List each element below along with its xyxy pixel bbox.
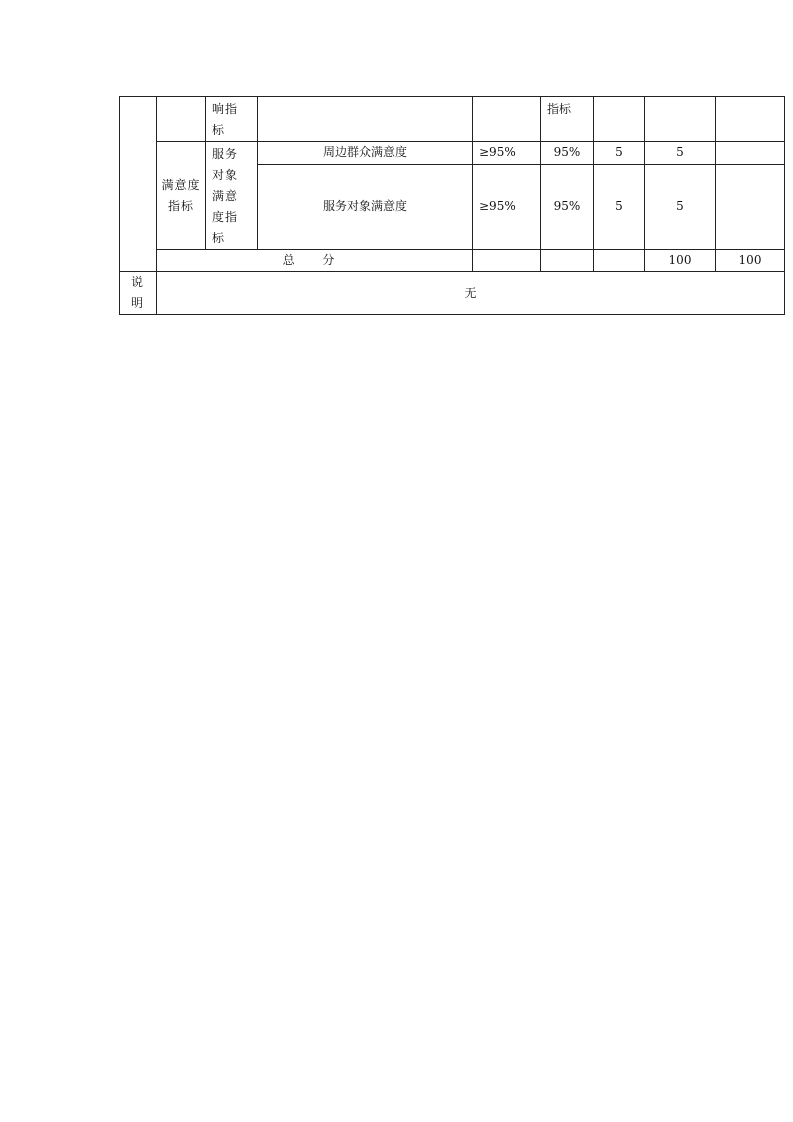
weight-text: 5 — [615, 199, 623, 214]
metric-text: 周边群众满意度 — [322, 145, 407, 160]
score-text: 5 — [676, 199, 684, 214]
secondary-indicator-text: 满意度指标 — [161, 177, 201, 213]
remark-row — [120, 272, 785, 315]
total-label-cell — [157, 250, 473, 272]
weight-cell — [594, 97, 645, 142]
weight-cell — [594, 164, 645, 249]
metric-cell — [258, 142, 473, 165]
actual-cell — [541, 142, 594, 165]
score-cell — [645, 142, 716, 165]
score-cell — [716, 250, 785, 272]
target-text: ≥95% — [479, 145, 516, 160]
weight-cell — [645, 250, 716, 272]
total-weight: 100 — [668, 253, 692, 267]
target-cell — [473, 142, 541, 165]
metric-cell — [473, 250, 541, 272]
remark-label: 说明 — [131, 275, 145, 310]
remark-label-cell — [120, 272, 157, 315]
target-text: ≥95% — [479, 199, 516, 214]
primary-indicator-cell — [120, 97, 157, 272]
score-cell — [645, 164, 716, 249]
score-text: 5 — [676, 145, 684, 160]
note-cell — [716, 97, 785, 142]
table-row — [120, 97, 785, 142]
performance-table — [119, 96, 785, 315]
note-cell — [716, 164, 785, 249]
total-row — [120, 250, 785, 272]
remark-value: 无 — [464, 285, 477, 300]
target-cell — [473, 164, 541, 249]
score-cell — [645, 97, 716, 142]
tertiary-indicator-text: 响指标 — [212, 102, 239, 137]
measure-cell — [541, 97, 594, 142]
target-cell — [473, 97, 541, 142]
note-cell — [716, 142, 785, 165]
metric-text: 服务对象满意度 — [322, 199, 407, 214]
total-label: 总 分 — [282, 253, 347, 267]
metric-cell — [258, 97, 473, 142]
total-score: 100 — [738, 253, 762, 267]
actual-cell — [594, 250, 645, 272]
actual-text: 95% — [553, 145, 581, 160]
target-cell — [541, 250, 594, 272]
tertiary-indicator-cell — [206, 97, 258, 142]
actual-text: 95% — [553, 199, 581, 214]
tertiary-indicator-text: 服务对象满意度指标 — [212, 147, 239, 245]
secondary-indicator-cell — [157, 142, 206, 250]
secondary-indicator-cell — [157, 97, 206, 142]
measure-text: 指标 — [547, 102, 572, 116]
remark-value-cell — [157, 272, 785, 315]
actual-cell — [541, 164, 594, 249]
table-row — [120, 142, 785, 165]
metric-cell — [258, 164, 473, 249]
weight-text: 5 — [615, 145, 623, 160]
weight-cell — [594, 142, 645, 165]
tertiary-indicator-cell — [206, 142, 258, 250]
